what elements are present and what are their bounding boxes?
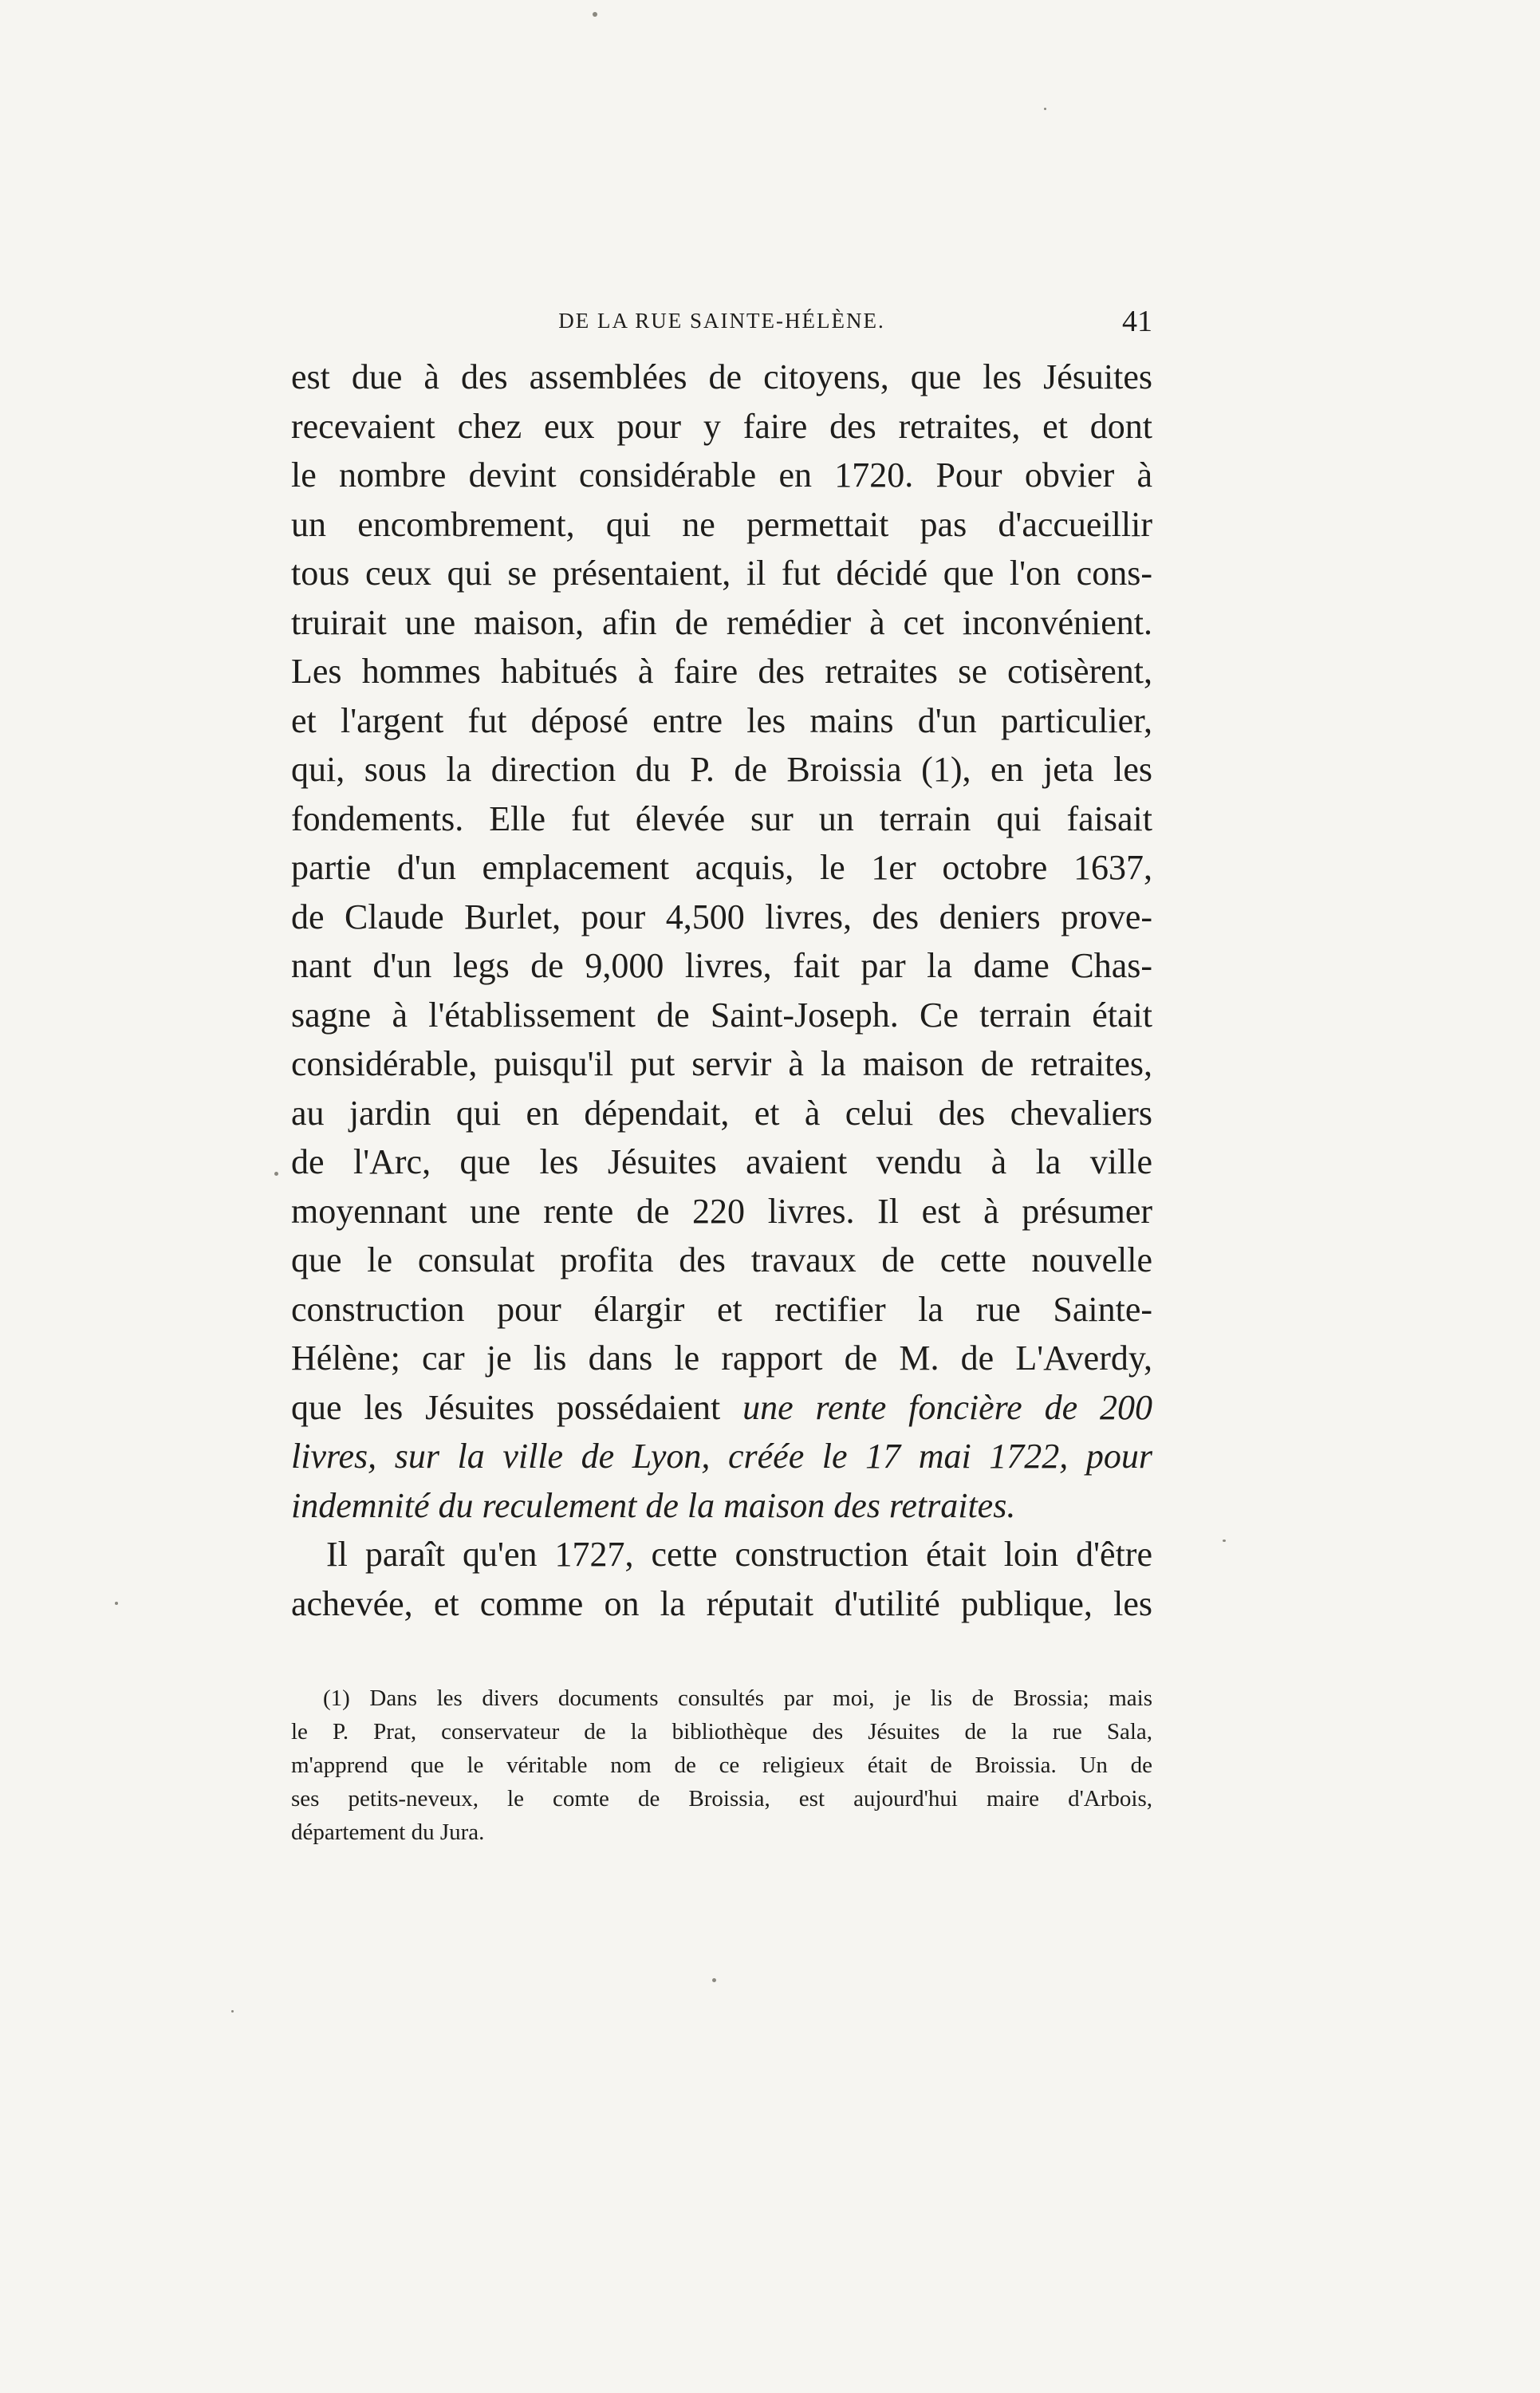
text-line: fondements. Elle fut élevée sur un terrain qui faisait [291, 798, 1152, 838]
body-text [291, 353, 1152, 1628]
text-line: et l'argent fut déposé entre les mains d'un particulier, [291, 700, 1152, 740]
text-line: partie d'un emplacement acquis, le 1er octobre 1637, [291, 848, 1152, 887]
text-line: un encombrement, qui ne permettait pas d'accueillir [291, 504, 1152, 544]
text-line: que le consulat profita des travaux de cette nouvelle [291, 1240, 1152, 1279]
text-line: nant d'un legs de 9,000 livres, fait par la dame Chas- [291, 946, 1152, 985]
text-line: recevaient chez eux pour y faire des retraites, et dont [291, 406, 1152, 446]
text-line: de l'Arc, que les Jésuites avaient vendu à la ville [291, 1142, 1152, 1181]
footnote-line: le P. Prat, conservateur de la bibliothèque des Jésuites de la rue Sala, [291, 1719, 1152, 1744]
paper-speck [1223, 1539, 1226, 1542]
text-line: tous ceux qui se présentaient, il fut décidé que l'on cons- [291, 554, 1152, 593]
text-line: moyennant une rente de 220 livres. Il est à présumer [291, 1191, 1152, 1231]
text-line: est due à des assemblées de citoyens, que les Jésuites [291, 357, 1152, 396]
running-head [291, 307, 1152, 347]
footnote-line: (1) Dans les divers documents consultés par moi, je lis de Brossia; mais [323, 1685, 1152, 1711]
footnote-line: département du Jura. [291, 1819, 485, 1845]
text-line: qui, sous la direction du P. de Broissia (1), en jeta les [291, 750, 1152, 789]
paper-speck [231, 2010, 234, 2013]
italic-quotation: une rente foncière de 200 [742, 1387, 1152, 1427]
text-line-italic [291, 1481, 1152, 1531]
text-line: Hélène; car je lis dans le rapport de M. de L'Averdy, [291, 1338, 1152, 1378]
text-line: au jardin qui en dépendait, et à celui des chevaliers [291, 1093, 1152, 1133]
footnote-line: ses petits-neveux, le comte de Broissia, est aujourd'hui maire d'Arbois, [291, 1786, 1152, 1812]
roman-run: que les Jésuites possédaient [291, 1387, 743, 1427]
page-number: 41 [1122, 305, 1152, 338]
running-title: DE LA RUE SAINTE-HÉLÈNE. [558, 309, 885, 333]
paragraph-start-line: Il paraît qu'en 1727, cette construction était loin d'être [326, 1535, 1152, 1574]
text-line: considérable, puisqu'il put servir à la maison de retraites, [291, 1044, 1152, 1083]
paper-speck [274, 1172, 278, 1176]
text-line: de Claude Burlet, pour 4,500 livres, des deniers prove- [291, 897, 1152, 936]
text-line-italic [291, 1432, 1152, 1481]
paper-speck [593, 12, 597, 17]
paper-speck [712, 1978, 716, 1982]
text-line: achevée, et comme on la réputait d'utilité publique, les [291, 1583, 1152, 1623]
italic-quotation: livres, sur la ville de Lyon, créée le 17 mai 1722, pour [291, 1437, 1152, 1476]
text-line: sagne à l'établissement de Saint-Joseph. Ce terrain était [291, 995, 1152, 1035]
text-line: truirait une maison, afin de remédier à cet inconvénient. [291, 602, 1152, 642]
paper-speck [1044, 108, 1046, 110]
paper-speck [115, 1602, 118, 1605]
text-line: construction pour élargir et rectifier la rue Sainte- [291, 1289, 1152, 1329]
footnote-line: m'apprend que le véritable nom de ce religieux était de Broissia. Un de [291, 1752, 1152, 1778]
italic-quotation: indemnité du reculement de la maison des retraites. [291, 1485, 1016, 1525]
text-line: le nombre devint considérable en 1720. Pour obvier à [291, 455, 1152, 495]
text-line-mixed [291, 1383, 1152, 1433]
footnotes [291, 1681, 1152, 1849]
text-line: Les hommes habitués à faire des retraites se cotisèrent, [291, 652, 1152, 691]
